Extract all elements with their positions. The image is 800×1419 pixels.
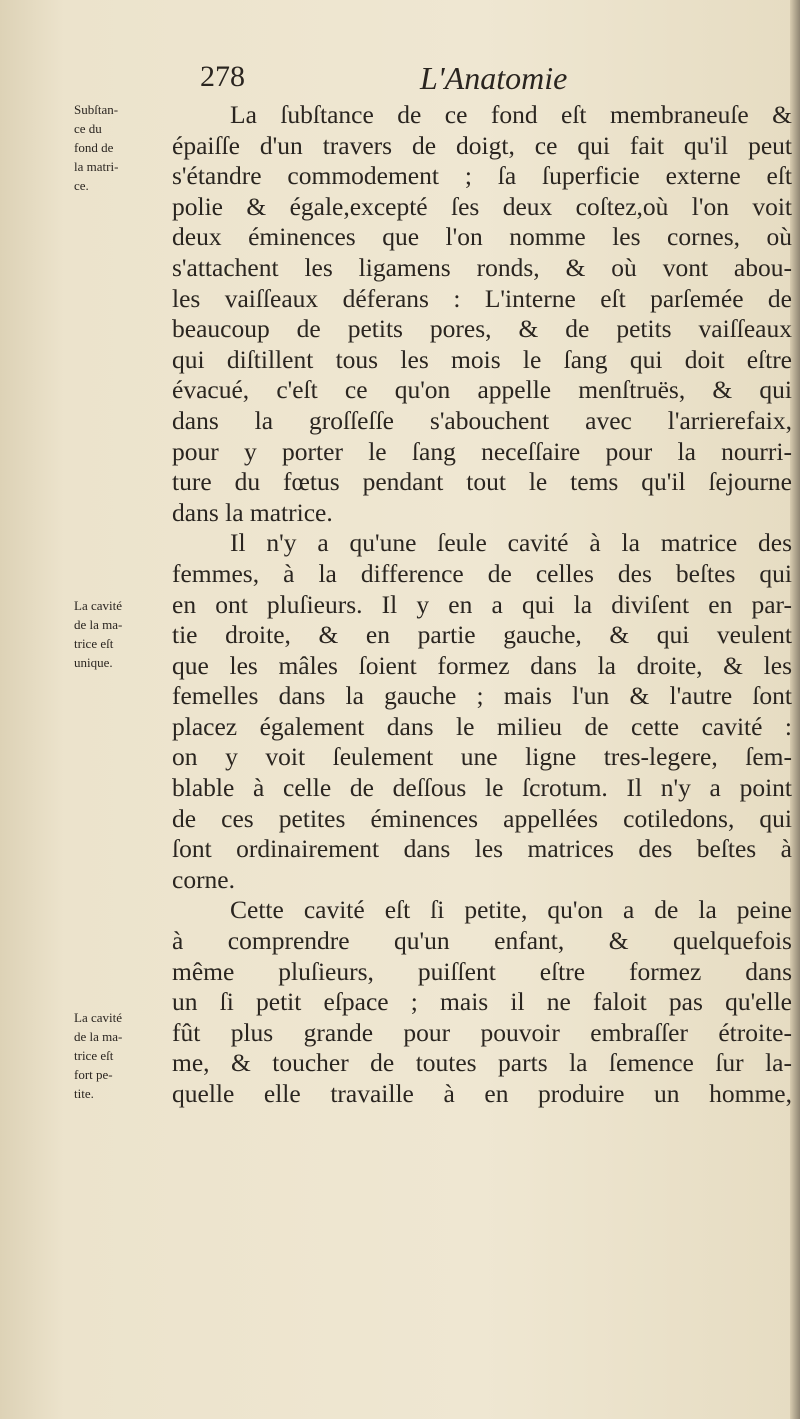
margin-note-line: la matri-	[74, 159, 119, 174]
text-line: un ſi petit eſpace ; mais il ne faloit pas qu'elle	[172, 987, 792, 1017]
running-title: L'Anatomie	[420, 60, 568, 96]
margin-note-line: La cavité	[74, 1010, 122, 1025]
margin-note-line: Subſtan-	[74, 102, 119, 117]
text-line: s'attachent les ligamens ronds, & où vont abou-	[172, 252, 792, 282]
page-number: 278	[200, 60, 245, 93]
text-line: deux éminences que l'on nomme les cornes, où	[172, 222, 792, 252]
margin-note-line: unique.	[74, 655, 113, 670]
margin-note-line: ce du	[74, 121, 102, 136]
text-line: pour y porter le ſang neceſſaire pour la nourri-	[172, 436, 792, 466]
body-text	[172, 100, 792, 1110]
text-line: fût plus grande pour pouvoir embraſſer étroite-	[172, 1017, 792, 1047]
text-line: dans la groſſeſſe s'abouchent avec l'arrierefaix,	[172, 405, 792, 435]
text-line: quelle elle travaille à en produire un homme,	[172, 1079, 792, 1108]
text-line: tie droite, & en partie gauche, & qui veulent	[172, 620, 792, 650]
text-line: me, & toucher de toutes parts la ſemence ſur la-	[172, 1048, 792, 1078]
text-line: blable à celle de deſſous le ſcrotum. Il n'y a point	[172, 773, 792, 803]
text-line: que les mâles ſoient formez dans la droite, & les	[172, 650, 792, 680]
margin-note-line: fond de	[74, 140, 114, 155]
margin-note-line: La cavité	[74, 598, 122, 613]
text-line: qui diſtillent tous les mois le ſang qui doit eſtre	[172, 344, 792, 374]
text-line: à comprendre qu'un enfant, & quelquefois	[172, 926, 792, 956]
text-line: même pluſieurs, puiſſent eſtre formez dans	[172, 956, 792, 986]
page-header	[0, 60, 800, 100]
text-line: La ſubſtance de ce fond eſt membraneuſe &	[230, 100, 792, 129]
text-line: on y voit ſeulement une ligne tres-legere, ſem-	[172, 742, 792, 772]
text-line: en ont pluſieurs. Il y en a qui la diviſent en par-	[172, 589, 792, 619]
text-line: ſont ordinairement dans les matrices des beſtes à	[172, 834, 792, 864]
margin-note-cavity-small	[74, 1008, 174, 1103]
text-line: ture du fœtus pendant tout le tems qu'il ſejourne	[172, 467, 792, 497]
margin-note-line: trice eſt	[74, 1048, 114, 1063]
text-line: Il n'y a qu'une ſeule cavité à la matrice des	[230, 528, 792, 558]
text-line: évacué, c'eſt ce qu'on appelle menſtruës, & qui	[172, 375, 792, 405]
margin-note-line: de la ma-	[74, 1029, 123, 1044]
text-line: Cette cavité eſt ſi petite, qu'on a de la peine	[230, 895, 792, 925]
text-line: placez également dans le milieu de cette cavité :	[172, 711, 792, 741]
text-line: femmes, à la difference de celles des beſtes qui	[172, 558, 792, 588]
text-line: beaucoup de petits pores, & de petits vaiſſeaux	[172, 314, 792, 344]
margin-note-line: tite.	[74, 1086, 94, 1101]
text-line: femelles dans la gauche ; mais l'un & l'autre ſont	[172, 681, 792, 711]
text-line: épaiſſe d'un travers de doigt, ce qui fait qu'il peut	[172, 130, 792, 160]
margin-note-line: trice eſt	[74, 636, 114, 651]
text-line: polie & égale,excepté ſes deux coſtez,où l'on voit	[172, 191, 792, 221]
text-line: dans la matrice.	[172, 497, 333, 527]
text-line: les vaiſſeaux déferans : L'interne eſt parſemée de	[172, 283, 792, 313]
text-line: s'étandre commodement ; ſa ſuperficie externe eſt	[172, 161, 792, 191]
margin-note-line: de la ma-	[74, 617, 123, 632]
text-line: corne.	[172, 864, 236, 894]
margin-note-cavity-unique	[74, 596, 174, 672]
text-line: de ces petites éminences appellées cotiledons, qui	[172, 803, 792, 833]
margin-note-line: fort pe-	[74, 1067, 113, 1082]
margin-note-substance	[74, 100, 174, 195]
margin-note-line: ce.	[74, 178, 89, 193]
